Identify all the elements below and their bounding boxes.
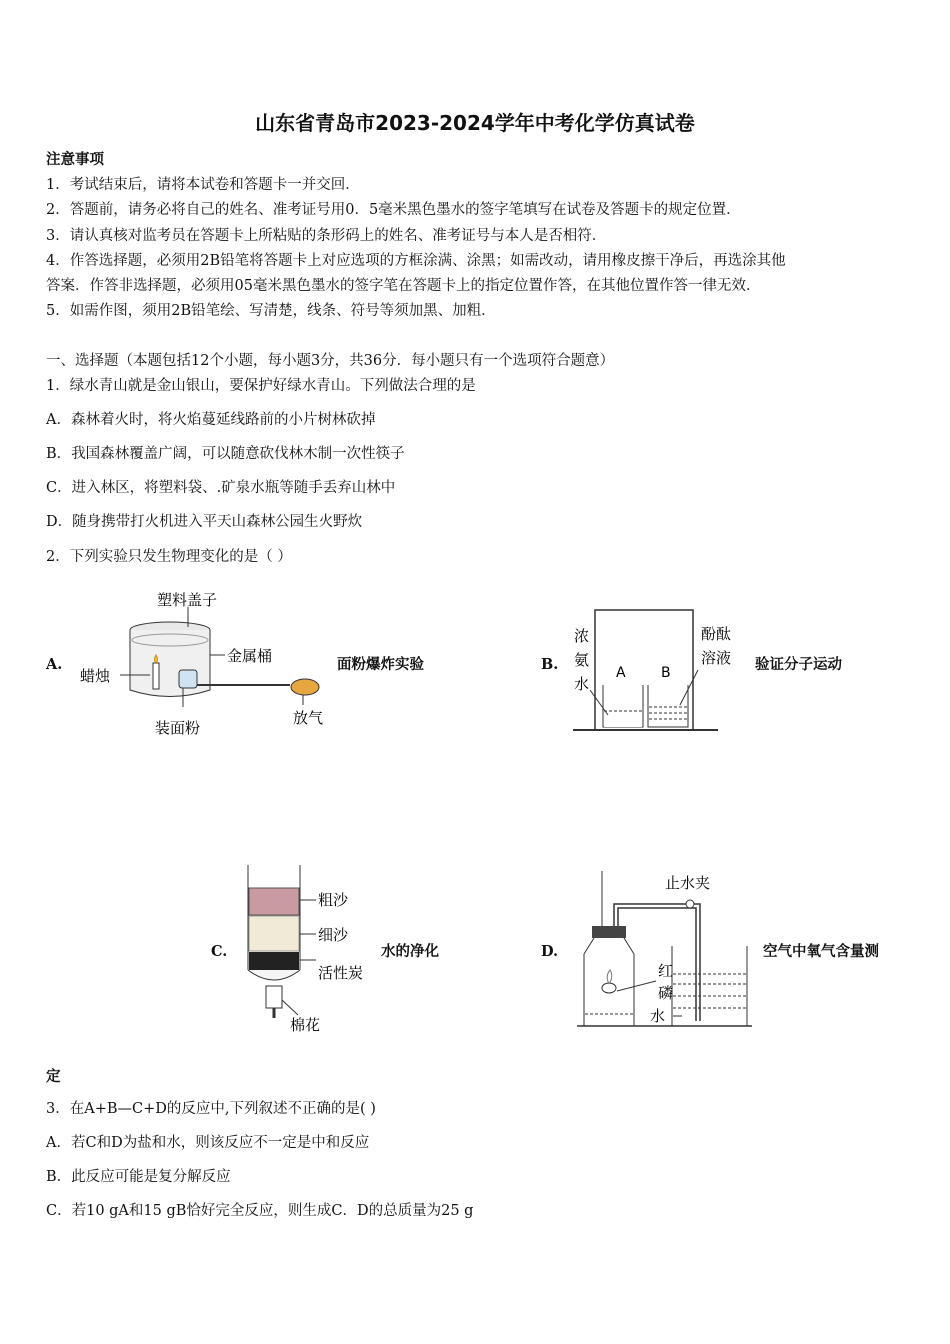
label-b-right2: 溶液 xyxy=(701,649,732,667)
q1-stem: 1．绿水青山就是金山银山，要保护好绿水青山。下列做法合理的是 xyxy=(46,378,476,394)
label-b-left1: 浓 xyxy=(574,627,590,645)
label-b-left2: 氨 xyxy=(574,651,590,669)
label-flour: 装面粉 xyxy=(155,719,201,737)
label-coarse: 粗沙 xyxy=(318,891,349,909)
label-fine: 细沙 xyxy=(318,926,349,944)
label-cotton: 棉花 xyxy=(290,1016,321,1034)
q2-c-caption: 水的净化 xyxy=(381,943,439,960)
label-beaker-a: A xyxy=(616,665,626,681)
label-red1: 红 xyxy=(658,962,674,980)
q2-a-caption: 面粉爆炸实验 xyxy=(337,656,424,673)
label-b-right1: 酚酞 xyxy=(701,625,732,643)
page-title: 山东省青岛市2023-2024学年中考化学仿真试卷 xyxy=(255,111,695,135)
q2-a-letter: A. xyxy=(46,656,63,673)
q3-option-b: B．此反应可能是复分解反应 xyxy=(46,1169,231,1185)
q2-b-letter: B. xyxy=(541,656,559,673)
notice-item: 1．考试结束后，请将本试卷和答题卡一并交回． xyxy=(46,177,360,193)
label-can: 金属桶 xyxy=(227,647,273,665)
q3-option-c: C．若10 gA和15 gB恰好完全反应，则生成C．D的总质量为25 g xyxy=(46,1203,474,1219)
q2-d-caption: 空气中氧气含量测 xyxy=(763,943,879,960)
label-candle: 蜡烛 xyxy=(80,667,111,685)
notice-item: 5．如需作图，须用2B铅笔绘、写清楚，线条、符号等须加黑、加粗． xyxy=(46,303,496,319)
notice-item: 答案．作答非选择题，必须用05毫米黑色墨水的签字笔在答题卡上的指定位置作答，在其他位置作答一律无效． xyxy=(46,278,761,294)
q3-option-a: A．若C和D为盐和水，则该反应不一定是中和反应 xyxy=(46,1135,370,1151)
notice-heading: 注意事项 xyxy=(46,151,104,168)
flour-explosion-figure xyxy=(75,585,335,745)
notice-item: 4．作答选择题，必须用2B铅笔将答题卡上对应选项的方框涂满、涂黑；如需改动，请用橡皮擦干净后，再选涂其他 xyxy=(46,253,786,269)
label-lid: 塑料盖子 xyxy=(157,591,218,609)
oxygen-content-figure xyxy=(572,866,762,1031)
label-water: 水 xyxy=(650,1007,666,1025)
q2-b-caption: 验证分子运动 xyxy=(755,656,842,673)
q1-option-c: C．进入林区，将塑料袋、.矿泉水瓶等随手丢弃山林中 xyxy=(46,480,396,496)
q3-stem: 3．在A+B—C+D的反应中,下列叙述不正确的是( ) xyxy=(46,1101,376,1117)
q1-option-a: A．森林着火时，将火焰蔓延线路前的小片树林砍掉 xyxy=(46,412,376,428)
q2-d-caption-cont: 定 xyxy=(46,1068,61,1085)
q2-d-letter: D. xyxy=(541,943,559,960)
q2-c-letter: C. xyxy=(211,943,228,960)
label-beaker-b: B xyxy=(661,665,671,681)
label-carbon: 活性炭 xyxy=(318,964,364,982)
q2-stem: 2．下列实验只发生物理变化的是（ ） xyxy=(46,549,292,565)
notice-item: 2．答题前，请务必将自己的姓名、准考证号用0．5毫米黑色墨水的签字笔填写在试卷及答题卡的规定位置． xyxy=(46,202,741,218)
water-purifier-figure xyxy=(240,860,380,1035)
label-red2: 磷 xyxy=(658,984,674,1002)
label-blow: 放气 xyxy=(293,709,324,727)
section-heading: 一、选择题（本题包括12个小题，每小题3分，共36分．每小题只有一个选项符合题意） xyxy=(46,353,615,369)
q1-option-d: D．随身携带打火机进入平天山森林公园生火野炊 xyxy=(46,514,363,530)
molecule-motion-figure xyxy=(568,605,748,735)
notice-item: 3．请认真核对监考员在答题卡上所粘贴的条形码上的姓名、准考证号与本人是否相符． xyxy=(46,228,607,244)
label-clamp: 止水夹 xyxy=(665,874,711,892)
q1-option-b: B．我国森林覆盖广阔，可以随意砍伐林木制一次性筷子 xyxy=(46,446,405,462)
label-b-left3: 水 xyxy=(574,675,590,693)
